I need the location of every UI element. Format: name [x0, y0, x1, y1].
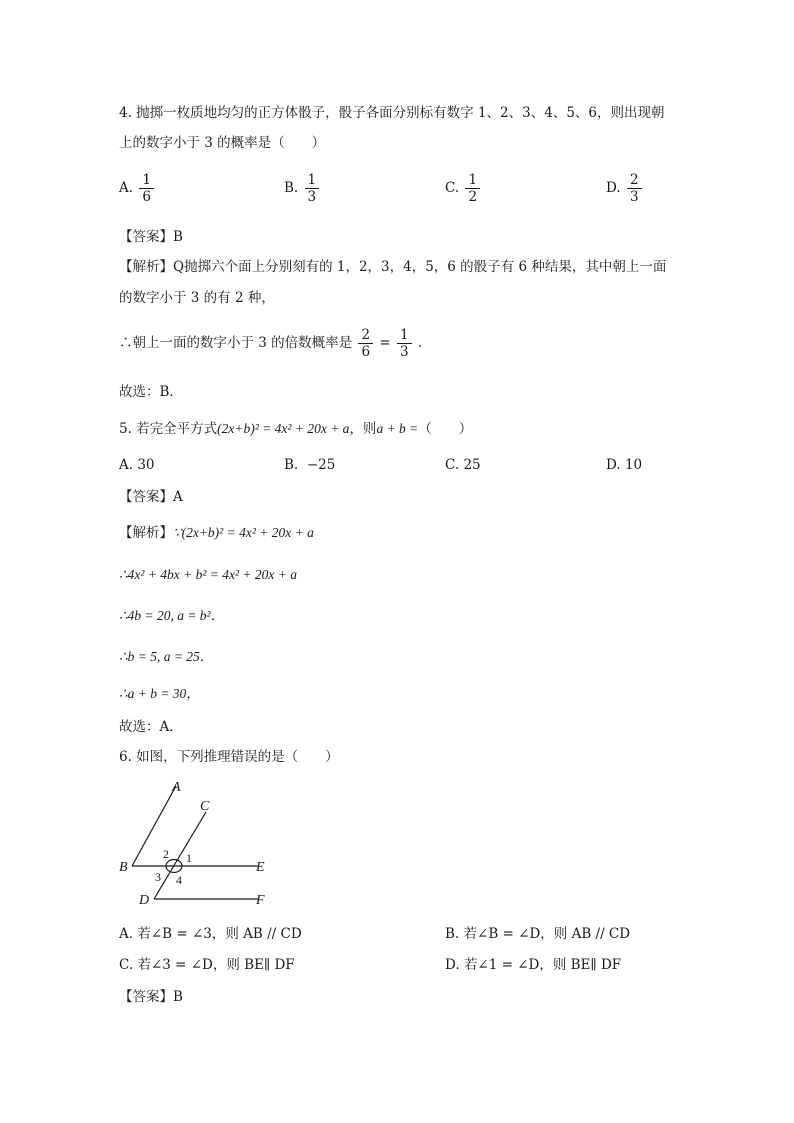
q6-option-b — [445, 925, 630, 943]
fraction — [397, 327, 412, 360]
q6-option-a — [119, 925, 302, 943]
q6-stem: 6. 如图，下列推理错误的是（ ） — [119, 749, 339, 765]
q4-analysis-line1: 【解析】Q抛掷六个面上分别刻有的 1，2，3，4，5，6 的骰子有 6 种结果，其中朝上一面 — [119, 259, 667, 275]
label-a: A — [172, 780, 181, 795]
q6-option-d — [445, 956, 621, 974]
option-value: 30 — [137, 457, 155, 473]
geometry-figure — [110, 776, 290, 912]
option-text: 若∠B = ∠D，则 AB // CD — [463, 926, 631, 942]
option-label: A. — [119, 926, 134, 942]
label-b: B — [119, 860, 128, 875]
fraction — [627, 172, 642, 205]
frac-den: 6 — [358, 343, 373, 360]
analysis-text: ∴朝上一面的数字小于 3 的倍数概率是 — [119, 335, 353, 351]
q5-stem — [119, 420, 472, 438]
fraction — [139, 172, 154, 205]
frac-den: 3 — [397, 343, 412, 360]
q4-stem-line1: 4. 抛掷一枚质地均匀的正方体骰子，骰子各面分别标有数字 1、2、3、4、5、6，则出现朝 — [119, 105, 665, 121]
option-text: 若∠B = ∠3，则 AB // CD — [137, 926, 302, 942]
stem-text: （ ） — [418, 421, 473, 437]
option-value: −25 — [306, 457, 336, 473]
option-label: C. — [119, 957, 134, 973]
q5-step-1 — [119, 524, 314, 542]
option-value: 25 — [463, 457, 481, 473]
q4-option-c — [445, 172, 482, 205]
frac-num: 2 — [629, 172, 639, 188]
step-equation: ∵(2x+b)² = 4x² + 20x + a — [173, 525, 314, 540]
label-angle-4: 4 — [176, 873, 182, 887]
q6-answer: 【答案】B — [119, 989, 183, 1005]
frac-den: 6 — [139, 188, 154, 205]
option-label: D. — [445, 957, 460, 973]
option-label: A. — [119, 457, 134, 473]
label-f: F — [256, 893, 265, 908]
frac-den: 2 — [465, 188, 480, 205]
q4-option-d — [606, 172, 644, 205]
fraction — [358, 327, 373, 360]
label-angle-1: 1 — [186, 851, 192, 865]
q5-option-a — [119, 456, 155, 474]
label-c: C — [200, 799, 210, 814]
option-label: C. — [445, 457, 460, 473]
frac-num: 1 — [307, 172, 317, 188]
frac-num: 1 — [142, 172, 151, 188]
q5-step-2: ∴4x² + 4bx + b² = 4x² + 20x + a — [119, 567, 297, 582]
q4-option-a — [119, 172, 156, 205]
option-label: D. — [606, 457, 621, 473]
q4-option-b — [284, 172, 321, 205]
period: . — [417, 335, 423, 351]
q5-step-4: ∴b = 5, a = 25． — [119, 649, 214, 664]
equals-sign: = — [379, 335, 391, 351]
option-label: C. — [445, 180, 460, 196]
label-d: D — [139, 893, 150, 908]
label-angle-2: 2 — [163, 847, 169, 861]
option-label: A. — [119, 180, 134, 196]
q5-choice: 故选：A． — [119, 719, 183, 735]
q4-choice: 故选：B． — [119, 384, 183, 400]
stem-equation: a + b = — [376, 421, 419, 436]
q5-answer: 【答案】A — [119, 489, 183, 505]
q4-analysis-line2: 的数字小于 3 的有 2 种， — [119, 290, 275, 306]
stem-text: ，则 — [349, 421, 377, 437]
fraction — [465, 172, 480, 205]
q5-option-c — [445, 456, 481, 474]
option-label: B. — [445, 926, 460, 942]
option-text: 若∠3 = ∠D，则 BE∥ DF — [137, 957, 295, 973]
frac-den: 3 — [627, 188, 642, 205]
option-label: D. — [606, 180, 621, 196]
stem-equation: (2x+b)² = 4x² + 20x + a — [217, 421, 350, 436]
fraction — [305, 172, 320, 205]
q5-option-b — [284, 456, 335, 474]
option-value: 10 — [624, 457, 643, 473]
line-ab — [132, 786, 176, 866]
stem-text: 5. 若完全平方式 — [119, 421, 218, 437]
frac-den: 3 — [305, 188, 320, 205]
q6-option-c — [119, 956, 295, 974]
option-label: B. — [284, 457, 299, 473]
q5-step-5: ∴a + b = 30， — [119, 686, 200, 701]
q4-analysis-line3 — [119, 327, 422, 360]
q4-answer: 【答案】B — [119, 229, 183, 245]
frac-num: 1 — [399, 327, 409, 343]
frac-num: 2 — [361, 327, 371, 343]
label-e: E — [256, 860, 265, 875]
q5-option-d — [606, 456, 642, 474]
q5-step-3: ∴4b = 20, a = b²． — [119, 608, 225, 623]
label-angle-3: 3 — [155, 870, 161, 884]
frac-num: 1 — [468, 172, 478, 188]
q4-stem-line2: 上的数字小于 3 的概率是（ ） — [119, 135, 326, 151]
option-text: 若∠1 = ∠D，则 BE∥ DF — [463, 957, 622, 973]
analysis-label: 【解析】 — [119, 525, 173, 541]
option-label: B. — [284, 180, 299, 196]
